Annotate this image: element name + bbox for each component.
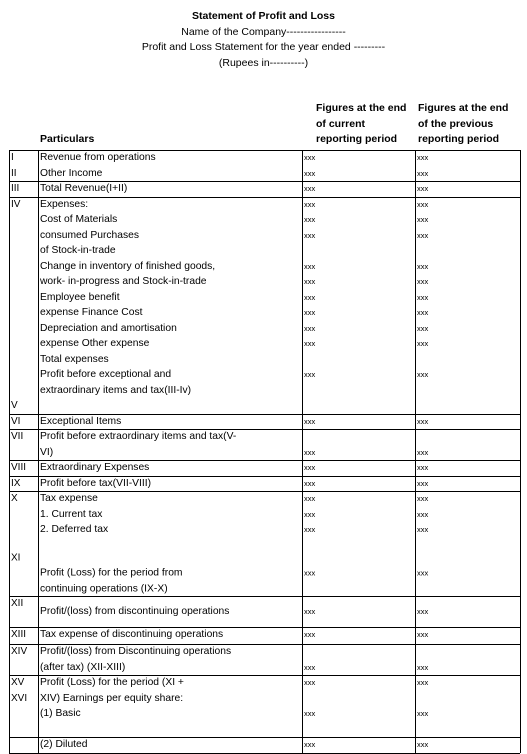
row-previous-value xyxy=(417,197,428,399)
row-particulars-line: Profit (Loss) for the period from xyxy=(40,567,183,579)
row-previous-value xyxy=(417,675,428,722)
row-current-value xyxy=(304,197,315,399)
row-previous-value xyxy=(417,181,428,197)
row-number xyxy=(11,596,23,612)
row-current-value-line: xxx xyxy=(304,525,316,534)
row-previous-value-line xyxy=(417,581,428,597)
row-previous-value-line: xxx xyxy=(417,184,429,193)
row-previous-value-line: xxx xyxy=(417,370,429,379)
current-period-heading: Figures at the end of current reporting period xyxy=(316,102,407,145)
row-previous-value xyxy=(417,150,428,181)
row-particulars xyxy=(40,197,300,399)
row-current-value-line: xxx xyxy=(304,199,316,209)
row-current-value xyxy=(304,627,315,643)
row-number xyxy=(11,644,27,660)
row-particulars-line: Expenses: xyxy=(40,198,89,210)
row-previous-value-line: xxx xyxy=(417,525,429,534)
row-particulars-line: Profit/(loss) from Discontinuing operations xyxy=(40,646,232,658)
row-divider xyxy=(9,197,520,198)
row-divider xyxy=(9,737,520,738)
row-number xyxy=(11,414,20,430)
row-current-value-line: xxx xyxy=(304,416,316,426)
row-previous-value-line: xxx xyxy=(417,607,429,617)
row-particulars-line: (2) Diluted xyxy=(40,739,88,751)
table-row xyxy=(9,491,520,596)
row-current-value-line: xxx xyxy=(304,494,316,503)
row-particulars-line: Profit before extraordinary items and tax(V- xyxy=(40,431,237,442)
row-previous-value-line: xxx xyxy=(417,215,429,224)
row-particulars-line: Employee benefit xyxy=(40,291,120,303)
row-number-line xyxy=(11,352,20,368)
row-particulars-line: Profit before exceptional and xyxy=(40,369,172,380)
row-number-line: XIII xyxy=(11,629,27,641)
column-divider xyxy=(302,150,303,753)
table-row xyxy=(9,414,520,430)
table-row xyxy=(9,596,520,627)
statement-title: Statement of Profit and Loss xyxy=(192,10,335,22)
row-current-value xyxy=(304,460,315,476)
row-particulars-line: Exceptional Items xyxy=(40,415,122,427)
row-particulars-line: extraordinary items and tax(III-Iv) xyxy=(40,384,192,396)
row-previous-value xyxy=(417,644,428,675)
row-particulars-line: Tax expense of discontinuing operations xyxy=(40,629,224,641)
row-current-value xyxy=(304,604,315,620)
row-particulars-line: XIV) Earnings per equity share: xyxy=(40,692,184,704)
row-divider xyxy=(9,476,520,477)
row-particulars xyxy=(40,675,300,722)
row-particulars-line: Change in inventory of finished goods, xyxy=(40,260,216,272)
row-number-line xyxy=(11,383,20,399)
row-current-value-line: xxx xyxy=(304,339,316,348)
row-previous-value-line xyxy=(417,429,428,445)
row-particulars-line: Cost of Materials xyxy=(40,214,118,225)
row-number-line xyxy=(11,228,20,244)
company-name-line: Name of the Company----------------- xyxy=(181,26,346,38)
row-particulars-line: continuing operations (IX-X) xyxy=(40,582,168,594)
row-previous-value xyxy=(417,476,428,492)
row-current-value-line xyxy=(304,429,315,445)
row-current-value-line: xxx xyxy=(304,230,316,240)
row-current-value xyxy=(304,644,315,675)
table-row xyxy=(9,644,520,675)
row-current-value-line: xxx xyxy=(304,478,316,488)
row-current-value-line xyxy=(304,644,315,660)
row-current-value xyxy=(304,737,315,753)
row-divider xyxy=(9,491,520,492)
row-number-line: II xyxy=(11,167,17,179)
row-previous-value-line: xxx xyxy=(417,568,429,578)
table-row xyxy=(9,181,520,197)
row-previous-value-line: xxx xyxy=(417,323,429,333)
row-current-value-line: xxx xyxy=(304,678,316,688)
row-previous-value-line: xxx xyxy=(417,662,429,672)
row-number xyxy=(11,150,17,181)
row-previous-value-line: xxx xyxy=(417,261,429,271)
row-divider xyxy=(9,644,520,645)
row-current-value-line: xxx xyxy=(304,740,316,750)
row-particulars-line: Depreciation and amortisation xyxy=(40,322,177,334)
row-particulars-line: work- in-progress and Stock-in-trade xyxy=(40,276,207,287)
previous-period-heading: Figures at the end of the previous reporting period xyxy=(418,102,509,145)
row-number-line: XV xyxy=(11,677,25,689)
row-previous-value-line: xxx xyxy=(417,308,429,317)
row-previous-value-line: xxx xyxy=(417,509,429,519)
row-particulars xyxy=(40,737,300,753)
row-number-line xyxy=(11,243,20,259)
table-row xyxy=(9,429,520,460)
row-number-line xyxy=(11,259,20,275)
row-number-line: X xyxy=(11,493,18,504)
row-number-line xyxy=(11,290,20,306)
row-previous-value-line xyxy=(417,243,428,259)
statement-table xyxy=(9,150,520,753)
row-number xyxy=(11,197,20,414)
row-particulars-line: consumed Purchases xyxy=(40,229,140,241)
row-particulars-line: of Stock-in-trade xyxy=(40,245,116,256)
column-divider xyxy=(415,150,416,753)
row-number-line: III xyxy=(11,183,20,194)
row-current-value-line: xxx xyxy=(304,607,316,617)
column-divider xyxy=(9,150,10,753)
row-number-line xyxy=(11,212,20,228)
row-current-value-line: xxx xyxy=(304,153,316,162)
row-previous-value-line: xxx xyxy=(417,740,429,750)
row-particulars-line: VI) xyxy=(40,446,54,458)
row-previous-value-line: xxx xyxy=(417,339,429,348)
row-current-value xyxy=(304,476,315,492)
row-number xyxy=(11,675,27,737)
row-current-value xyxy=(304,491,315,584)
row-particulars-line: Other Income xyxy=(40,167,103,179)
row-current-value-line xyxy=(304,383,315,399)
row-previous-value-line: xxx xyxy=(417,447,429,457)
table-row xyxy=(9,737,520,753)
row-particulars-line: (after tax) (XII-XIII) xyxy=(40,661,126,673)
row-number-line xyxy=(11,522,20,538)
row-particulars xyxy=(40,429,300,460)
row-previous-value-line: xxx xyxy=(417,153,429,162)
row-particulars-line: Total Revenue(I+II) xyxy=(40,183,128,194)
row-current-value-line: xxx xyxy=(304,509,316,519)
row-current-value xyxy=(304,429,315,460)
row-number-line xyxy=(11,507,20,523)
row-current-value-line: xxx xyxy=(304,261,316,271)
row-previous-value-line xyxy=(417,352,428,368)
row-number-line: XI xyxy=(11,551,21,563)
row-particulars-line: Profit/(loss) from discontinuing operations xyxy=(40,606,230,618)
row-number-line xyxy=(11,706,27,722)
row-number-line xyxy=(11,321,20,337)
row-current-value-line: xxx xyxy=(304,292,316,302)
row-previous-value-line: xxx xyxy=(417,168,429,178)
row-particulars-line: expense Other expense xyxy=(40,338,150,349)
row-number xyxy=(11,627,26,643)
row-divider xyxy=(9,460,520,461)
row-previous-value-line xyxy=(417,550,428,566)
row-number-line xyxy=(11,274,20,290)
row-previous-value-line: xxx xyxy=(417,199,429,209)
row-particulars xyxy=(40,644,300,675)
row-current-value xyxy=(304,181,315,197)
row-particulars-line xyxy=(40,550,300,566)
row-current-value-line: xxx xyxy=(304,308,316,317)
table-row xyxy=(9,460,520,476)
row-current-value-line: xxx xyxy=(304,463,316,472)
row-number-line: IX xyxy=(11,477,21,489)
row-number-line: VI xyxy=(11,415,21,427)
row-number xyxy=(11,429,23,445)
row-current-value-line: xxx xyxy=(304,568,316,578)
row-divider xyxy=(9,596,520,597)
row-number-line: I xyxy=(11,152,14,163)
row-number-line xyxy=(11,722,27,738)
row-particulars-line: 2. Deferred tax xyxy=(40,524,109,535)
row-previous-value-line: xxx xyxy=(417,463,429,472)
row-number-line: V xyxy=(11,400,18,411)
row-divider xyxy=(9,675,520,676)
row-particulars xyxy=(40,604,300,620)
column-divider xyxy=(38,150,39,753)
row-current-value-line: xxx xyxy=(304,630,316,640)
row-current-value-line: xxx xyxy=(304,184,316,193)
row-current-value xyxy=(304,414,315,430)
row-current-value-line xyxy=(304,352,315,368)
row-number-line xyxy=(11,367,20,383)
row-divider xyxy=(9,181,520,182)
row-previous-value-line: xxx xyxy=(417,292,429,302)
row-current-value xyxy=(304,675,315,722)
row-divider xyxy=(9,150,520,151)
row-particulars xyxy=(40,414,300,430)
row-particulars-line: Profit before tax(VII-VIII) xyxy=(40,477,152,489)
row-divider xyxy=(9,627,520,628)
row-previous-value xyxy=(417,414,428,430)
row-particulars xyxy=(40,181,300,197)
row-previous-value-line xyxy=(417,644,428,660)
row-particulars xyxy=(40,150,300,181)
row-particulars-line: expense Finance Cost xyxy=(40,307,143,318)
row-previous-value-line: xxx xyxy=(417,478,429,488)
row-previous-value xyxy=(417,627,428,643)
row-current-value-line: xxx xyxy=(304,709,316,719)
row-previous-value xyxy=(417,737,428,753)
row-particulars-line: Revenue from operations xyxy=(40,152,156,163)
row-divider xyxy=(9,414,520,415)
row-number-line: IV xyxy=(11,198,21,210)
row-number-line: XVI xyxy=(11,692,28,704)
row-particulars-line: Extraordinary Expenses xyxy=(40,462,150,473)
row-current-value-line: xxx xyxy=(304,323,316,333)
row-current-value-line xyxy=(304,243,315,259)
row-particulars xyxy=(40,627,300,643)
row-particulars xyxy=(40,491,300,594)
row-number-line: VIII xyxy=(11,462,27,473)
row-current-value-line: xxx xyxy=(304,370,316,379)
row-current-value-line: xxx xyxy=(304,447,316,457)
table-row xyxy=(9,627,520,644)
row-current-value-line: xxx xyxy=(304,662,316,672)
row-particulars xyxy=(40,476,300,492)
row-current-value-line: xxx xyxy=(304,215,316,224)
row-particulars-line: Profit (Loss) for the period (XI + xyxy=(40,677,184,689)
row-number-line xyxy=(11,336,20,352)
row-particulars-line: (1) Basic xyxy=(40,708,81,720)
row-particulars-line: 1. Current tax xyxy=(40,508,103,520)
row-current-value-line xyxy=(304,691,315,707)
row-current-value-line: xxx xyxy=(304,277,316,286)
row-number-line: XIV xyxy=(11,646,28,658)
row-previous-value-line: xxx xyxy=(417,277,429,286)
row-previous-value-line: xxx xyxy=(417,709,429,719)
table-row xyxy=(9,476,520,492)
row-number xyxy=(11,181,19,197)
row-current-value-line xyxy=(304,581,315,597)
row-current-value-line: xxx xyxy=(304,168,316,178)
row-particulars xyxy=(40,460,300,476)
row-number-line: XII xyxy=(11,598,24,610)
row-previous-value-line: xxx xyxy=(417,494,429,503)
row-number-line xyxy=(11,305,20,321)
row-current-value xyxy=(304,150,315,181)
table-row xyxy=(9,150,520,181)
row-previous-value-line xyxy=(417,383,428,399)
row-current-value-line xyxy=(304,550,315,566)
table-row xyxy=(9,675,520,737)
row-particulars-line: Tax expense xyxy=(40,493,98,504)
row-number xyxy=(11,491,21,563)
row-number xyxy=(11,460,26,476)
row-previous-value-line: xxx xyxy=(417,630,429,640)
row-number-line: VII xyxy=(11,431,24,442)
row-previous-value-line xyxy=(417,691,428,707)
row-previous-value xyxy=(417,460,428,476)
row-particulars-line: Total expenses xyxy=(40,353,109,365)
row-number xyxy=(11,476,20,492)
table-row xyxy=(9,197,520,414)
period-line: Profit and Loss Statement for the year ended --------- xyxy=(141,41,386,53)
row-divider xyxy=(9,429,520,430)
row-previous-value-line: xxx xyxy=(417,230,429,240)
row-previous-value xyxy=(417,429,428,460)
particulars-heading: Particulars xyxy=(40,133,95,145)
row-previous-value xyxy=(417,604,428,620)
units-line: (Rupees in----------) xyxy=(218,57,309,69)
row-previous-value xyxy=(417,491,428,584)
row-previous-value-line: xxx xyxy=(417,678,429,688)
column-divider xyxy=(520,150,521,753)
row-previous-value-line: xxx xyxy=(417,416,429,426)
